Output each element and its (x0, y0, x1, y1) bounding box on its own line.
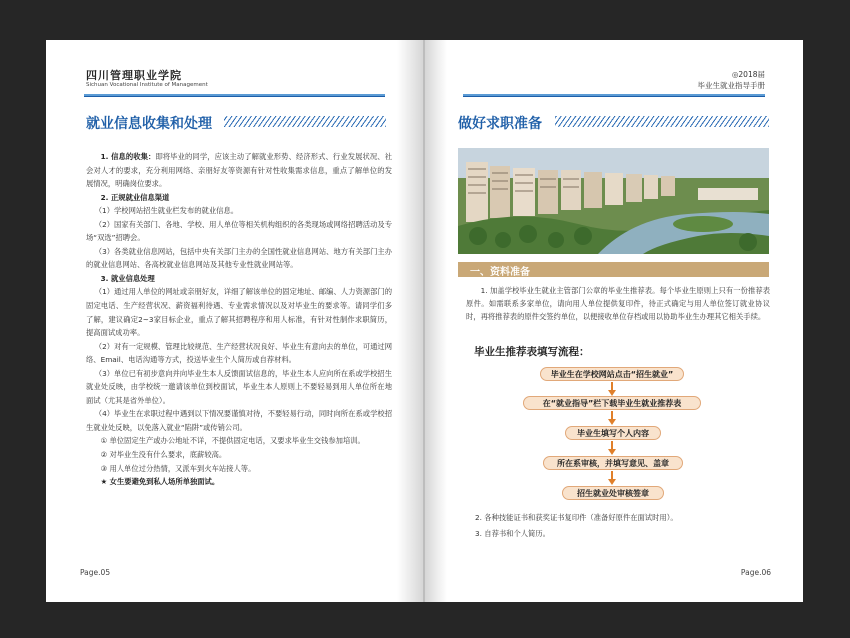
flow-step: 毕业生在学校网站点击“招生就业” (540, 367, 684, 381)
para1-label: 1. 信息的收集： (100, 152, 156, 161)
process-1: （1）通过用人单位的网址或亲朋好友，详细了解该单位的固定地址、邮编、人力资源部门的固定电话、生产经营状况、薪资福利待遇、专业需求情况以及对毕业生的要求等。请同学们多了解，建议确定2~3家目标企业，重点了解其招聘程序和用人标准，有针对性制作求职简历，提高面试成功率。 (86, 287, 392, 338)
header-rule-thin (463, 96, 765, 97)
flow-step: 毕业生填写个人内容 (565, 426, 661, 440)
process-3: （3）单位已有初步意向并向毕业生本人反馈面试信息的，毕业生本人应向所在系或学校招生就业处反映，由学校统一邀请该单位到校面试，毕业生本人原则上不要轻易到用人单位所在地面试（尤其是省外单位）。 (86, 368, 392, 405)
section-title: 做好求职准备 (458, 116, 542, 132)
material-2: 2. 各种技能证书和获奖证书复印件（准备好原件在面试时用）。 (475, 513, 678, 522)
right-body-text (466, 284, 770, 323)
band-title: 一、资料准备 (470, 267, 530, 278)
flow-arrow (611, 382, 613, 391)
title-hatch-decoration (555, 116, 769, 127)
page-number: Page.05 (80, 568, 111, 577)
process-2: （2）对有一定规模、管理比较规范、生产经营状况良好、毕业生有意向去的单位，可通过网络、Email、电话沟通等方式，投送毕业生个人简历或自荐材料。 (86, 341, 392, 365)
flow-arrow (611, 411, 613, 420)
gutter-shadow (425, 40, 447, 602)
school-name-en: Sichuan Vocational Institute of Management (86, 82, 208, 88)
channel-3: （3）各类就业信息网站，包括中央有关部门主办的全国性就业信息网站、地方有关部门主办的就业信息网站、各高校就业信息网站及其他专业性就业网站等。 (86, 246, 392, 270)
flow-arrow (611, 441, 613, 450)
section-title: 就业信息收集和处理 (86, 116, 212, 132)
material-1: 1. 加盖学校毕业生就业主管部门公章的毕业生推荐表。每个毕业生原则上只有一份推荐表原件。如需联系多家单位，请向用人单位提供复印件，待正式确定与用人单位签订就业协议时，再将推荐表的原件交签约单位，以便接收单位存档或用以协助毕业生办理其它相关手续。 (466, 286, 770, 321)
heading-2: 2. 正规就业信息渠道 (100, 192, 170, 202)
header-year: ◎2018届 (731, 70, 765, 79)
title-hatch-decoration (224, 116, 386, 127)
warning-2: ② 对毕业生没有什么要求，底薪较高。 (100, 450, 227, 460)
page-number: Page.06 (740, 568, 771, 577)
flow-arrow (611, 471, 613, 480)
flow-step: 招生就业处审核签章 (562, 486, 664, 500)
warning-1: ① 单位固定生产或办公地址不详，不提供固定电话，又要求毕业生交钱参加培训。 (100, 436, 365, 446)
header-rule-thin (84, 96, 385, 97)
flow-step: 在“就业指导”栏下载毕业生就业推荐表 (523, 396, 701, 410)
process-4: （4）毕业生在求职过程中遇到以下情况要谨慎对待，不要轻易行动，同时向所在系或学校招生就业处反映，以免落入就业“陷阱”或传销公司。 (86, 409, 392, 432)
flow-step: 所在系审核，并填写意见、盖章 (543, 456, 683, 470)
material-3: 3. 自荐书和个人简历。 (475, 529, 550, 538)
school-name: 四川管理职业学院 (86, 69, 182, 82)
campus-aerial-photo (458, 148, 769, 254)
star-note: ★ 女生要避免到私人场所单独面试。 (100, 477, 220, 487)
gutter-shadow (397, 40, 423, 602)
channel-2: （2）国家有关部门、各地、学校、用人单位等相关机构组织的各类现场或网络招聘活动及专场“双选”招聘会。 (86, 219, 392, 243)
channel-1: （1）学校网站招生就业栏发布的就业信息。 (94, 206, 239, 216)
right-page (425, 40, 803, 602)
header-guide-title: 毕业生就业指导手册 (697, 81, 765, 90)
left-body-text (86, 150, 392, 489)
left-page (46, 40, 423, 602)
materials-band (458, 262, 769, 277)
flow-title: 毕业生推荐表填写流程： (474, 346, 590, 358)
heading-3: 3. 就业信息处理 (100, 273, 155, 283)
para1-text: 即将毕业的同学，应该主动了解就业形势、经济形式、行业发展状况、社会对人才的要求，充分利用网络、亲朋好友等资源有针对性收集需求信息，重点了解单位的发展情况，明确岗位要求。 (86, 152, 392, 189)
warning-3: ③ 用人单位过分热情，又派车到火车站接人等。 (100, 463, 256, 473)
more-materials (475, 510, 775, 542)
